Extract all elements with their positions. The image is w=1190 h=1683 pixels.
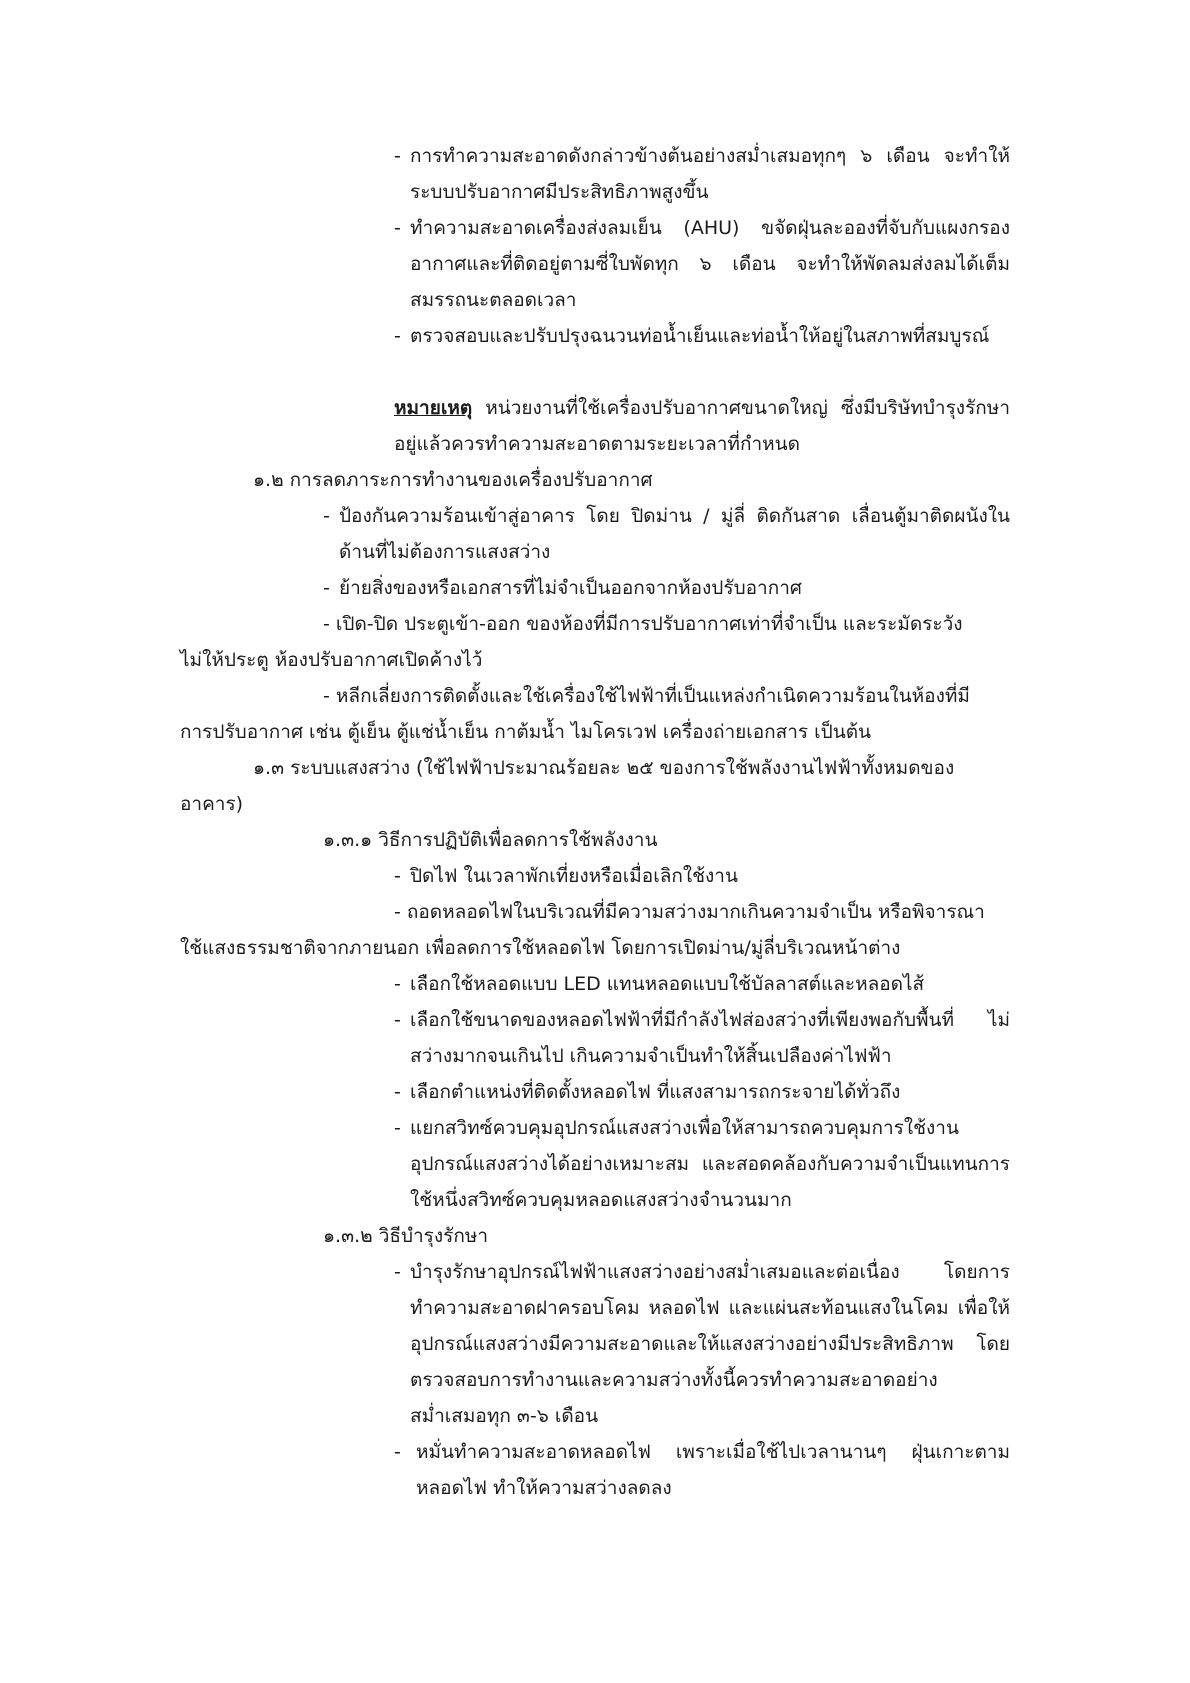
bullet-dash: -: [394, 1009, 401, 1031]
note-label: หมายเหตุ: [394, 397, 473, 419]
bullet-dash: -: [323, 577, 330, 599]
bullet-dash: -: [394, 325, 401, 347]
bullet-dash: -: [394, 1441, 401, 1463]
bullet-clean-bulbs: [394, 1434, 1010, 1506]
bullet-text: ทำความสะอาดเครื่องส่งลมเย็น (AHU) ขจัดฝุ่นละอองที่จับกับแผงกรองอากาศและที่ติดอยู่ตามซี่ใบพัดทุก ๖ เดือน จะทำให้พัดลมส่งลมได้เต็มสมรรถนะตลอดเวลา: [410, 217, 1010, 311]
bullet-dash: -: [394, 1081, 401, 1103]
bullet-block-heat: [323, 498, 1010, 570]
bullet-text: ปิดไฟ ในเวลาพักเที่ยงหรือเมื่อเลิกใช้งาน: [410, 865, 738, 887]
bullet-dash: -: [394, 1117, 401, 1139]
bullet-text: ย้ายสิ่งของหรือเอกสารที่ไม่จำเป็นออกจากห้องปรับอากาศ: [339, 577, 802, 599]
bullet-dash: -: [394, 865, 401, 887]
note-text: หน่วยงานที่ใช้เครื่องปรับอากาศขนาดใหญ่ ซึ่งมีบริษัทบำรุงรักษาอยู่แล้วควรทำความสะอาดตามระยะเวลาที่กำหนด: [394, 397, 1010, 455]
bullet-door-cont: ไม่ให้ประตู ห้องปรับอากาศเปิดค้างไว้: [180, 649, 483, 671]
bullet-cleaning-interval: [394, 138, 1010, 210]
bullet-heat-source-cont: การปรับอากาศ เช่น ตู้เย็น ตู้แช่น้ำเย็น กาต้มน้ำ ไมโครเวฟ เครื่องถ่ายเอกสาร เป็นต้น: [180, 721, 872, 743]
bullet-bulb-size: [394, 1002, 1010, 1074]
bullet-text: แยกสวิทซ์ควบคุมอุปกรณ์แสงสว่างเพื่อให้สามารถควบคุมการใช้งานอุปกรณ์แสงสว่างได้อย่างเหมาะสม และสอดคล้องกับความจำเป็นแทนการใช้หนึ่งสวิทซ์ควบคุมหลอดแสงสว่างจำนวนมาก: [410, 1117, 1010, 1211]
section-heading-1-3-2: ๑.๓.๒ วิธีบำรุงรักษา: [323, 1225, 489, 1247]
bullet-remove-items: [323, 570, 1010, 606]
section-heading-1-2: ๑.๒ การลดภาระการทำงานของเครื่องปรับอากาศ: [253, 469, 653, 491]
bullet-dash: -: [394, 973, 401, 995]
bullet-lights-off: [394, 858, 1010, 894]
section-heading-1-3: ๑.๓ ระบบแสงสว่าง (ใช้ไฟฟ้าประมาณร้อยละ ๒๕ ของการใช้พลังงานไฟฟ้าทั้งหมดของ: [253, 757, 955, 779]
bullet-insulation-check: [394, 318, 1010, 354]
bullet-text: บำรุงรักษาอุปกรณ์ไฟฟ้าแสงสว่างอย่างสม่ำเสมอและต่อเนื่อง โดยการทำความสะอาดฝาครอบโคม หลอดไฟ และแผ่นสะท้อนแสงในโคม เพื่อให้อุปกรณ์แสงสว่างมีความสะอาดและให้แสงสว่างอย่างมีประสิทธิภาพ โดยตรวจสอบการทำงานและความสว่างทั้งนี้ควรทำความสะอาดอย่างสม่ำเสมอทุก ๓-๖ เดือน: [410, 1261, 1010, 1427]
bullet-text: การทำความสะอาดดังกล่าวข้างต้นอย่างสม่ำเสมอทุกๆ ๖ เดือน จะทำให้ระบบปรับอากาศมีประสิทธิภาพสูงขึ้น: [410, 145, 1010, 203]
bullet-text: เลือกใช้หลอดแบบ LED แทนหลอดแบบใช้บัลลาสต์และหลอดไส้: [410, 973, 925, 995]
bullet-led: [394, 966, 1010, 1002]
bullet-switches: [394, 1110, 1010, 1218]
bullet-text: ป้องกันความร้อนเข้าสู่อาคาร โดย ปิดม่าน / มู่ลี่ ติดกันสาด เลื่อนตู้มาติดผนังในด้านที่ไม่ต้องการแสงสว่าง: [339, 505, 1010, 563]
bullet-text: หมั่นทำความสะอาดหลอดไฟ เพราะเมื่อใช้ไปเวลานานๆ ฝุ่นเกาะตามหลอดไฟ ทำให้ความสว่างลดลง: [416, 1441, 1010, 1499]
bullet-remove-bulbs-lead: - ถอดหลอดไฟในบริเวณที่มีความสว่างมากเกินความจำเป็น หรือพิจารณา: [394, 901, 985, 923]
section-heading-1-3-cont: อาคาร): [180, 793, 244, 815]
bullet-dash: -: [394, 1261, 401, 1283]
note-paragraph: [394, 390, 1010, 462]
bullet-remove-bulbs-cont: ใช้แสงธรรมชาติจากภายนอก เพื่อลดการใช้หลอดไฟ โดยการเปิดม่าน/มู่ลี่บริเวณหน้าต่าง: [180, 937, 901, 959]
bullet-heat-source-lead: - หลีกเลี่ยงการติดตั้งและใช้เครื่องใช้ไฟฟ้าที่เป็นแหล่งกำเนิดความร้อนในห้องที่มี: [323, 685, 970, 707]
bullet-maintenance: [394, 1254, 1010, 1434]
bullet-ahu-cleaning: [394, 210, 1010, 318]
bullet-dash: -: [323, 505, 330, 527]
bullet-bulb-position: [394, 1074, 1010, 1110]
bullet-text: ตรวจสอบและปรับปรุงฉนวนท่อน้ำเย็นและท่อน้ำให้อยู่ในสภาพที่สมบูรณ์: [410, 325, 990, 347]
bullet-dash: -: [394, 217, 401, 239]
bullet-text: เลือกตำแหน่งที่ติดตั้งหลอดไฟ ที่แสงสามารถกระจายได้ทั่วถึง: [410, 1081, 901, 1103]
bullet-text: เลือกใช้ขนาดของหลอดไฟฟ้าที่มีกำลังไฟส่องสว่างที่เพียงพอกับพื้นที่ ไม่สว่างมากจนเกินไป เกินความจำเป็นทำให้สิ้นเปลืองค่าไฟฟ้า: [410, 1009, 1010, 1067]
bullet-dash: -: [394, 145, 401, 167]
bullet-door-lead: - เปิด-ปิด ประตูเข้า-ออก ของห้องที่มีการปรับอากาศเท่าที่จำเป็น และระมัดระวัง: [323, 613, 963, 635]
section-heading-1-3-1: ๑.๓.๑ วิธีการปฏิบัติเพื่อลดการใช้พลังงาน: [323, 829, 658, 851]
